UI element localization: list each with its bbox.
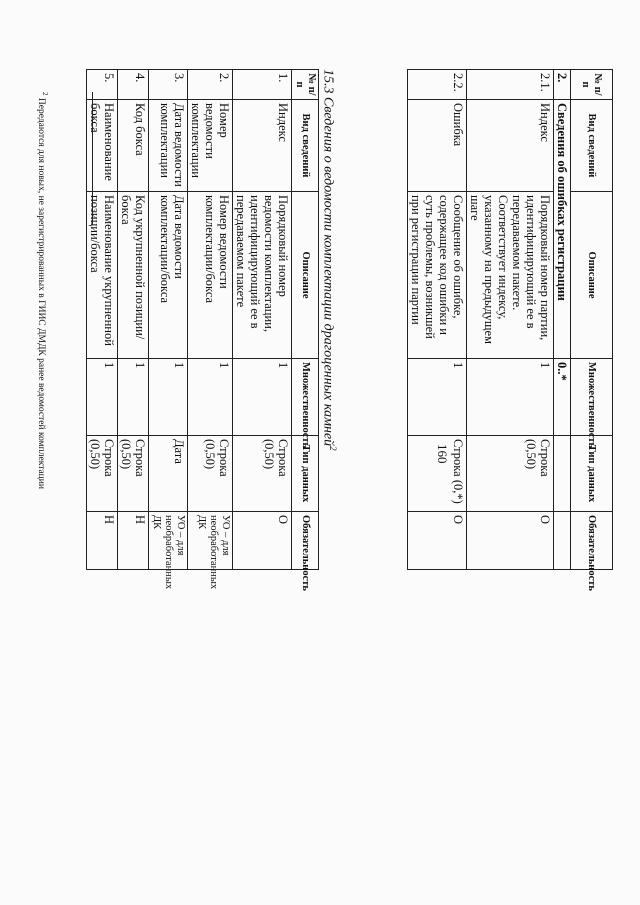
row-type: Строка (0,50): [233, 436, 292, 512]
row-req: УО – для необработанных ДК: [149, 512, 188, 570]
row-mult: 1: [118, 359, 149, 436]
row-num: 2.: [188, 70, 233, 100]
row-type: Строка (0,50): [118, 436, 149, 512]
header-req: Обязательность: [292, 512, 319, 570]
header-kind: Вид сведений: [292, 100, 319, 192]
header-req: Обязательность: [571, 512, 613, 570]
row-type: Строка (0,50): [467, 436, 554, 512]
row-kind: Номер ведомости комплектации: [188, 100, 233, 192]
caption-footnote-mark: 2: [328, 446, 338, 451]
row-type: Дата: [149, 436, 188, 512]
header-num: № п/п: [292, 70, 319, 100]
row-req: О: [467, 512, 554, 570]
row-desc: Номер ведомости комплектации/бокса: [188, 192, 233, 359]
gems-table: [86, 69, 319, 591]
page-number: 160: [435, 444, 450, 464]
header-desc: Описание: [292, 192, 319, 359]
row-desc: Сообщение об ошибке, содержащее код ошибки и суть проблемы, возникшей при регистрации партии: [408, 192, 467, 359]
row-mult: 1: [87, 359, 118, 436]
header-type: Тип данных: [571, 436, 613, 512]
header-desc: Описание: [571, 192, 613, 359]
table-row: [233, 70, 292, 570]
header-kind: Вид сведений: [571, 100, 613, 192]
section-num: 2.: [554, 70, 571, 100]
row-req: Н: [87, 512, 118, 570]
errors-table: [407, 69, 613, 591]
row-mult: 1: [233, 359, 292, 436]
row-type: Строка (0,*): [408, 436, 467, 512]
section-mult: 0..*: [554, 359, 571, 436]
table-row: [118, 70, 149, 570]
table-row: [408, 70, 467, 570]
row-desc: Код укрупненной позиции/бокса: [118, 192, 149, 359]
section-label: Сведения об ошибках регистрации: [554, 100, 571, 359]
header-type: Тип данных: [292, 436, 319, 512]
row-desc: Наименование укрупненной позиции/бокса: [87, 192, 118, 359]
row-num: 2.2.: [408, 70, 467, 100]
footnote: [36, 92, 49, 489]
row-num: 4.: [118, 70, 149, 100]
footnote-separator: [92, 92, 93, 225]
row-kind: Дата ведомости комплектации: [149, 100, 188, 192]
row-num: 3.: [149, 70, 188, 100]
row-req: О: [233, 512, 292, 570]
row-req: Н: [118, 512, 149, 570]
header-row: [571, 70, 613, 570]
row-mult: 1: [188, 359, 233, 436]
table-row: [149, 70, 188, 570]
row-desc: Порядковый номер партии, идентифицирующий ее в передаваемом пакете. Соответствует индексу, указанному на предыдущем шаге: [467, 192, 554, 359]
row-kind: Ошибка: [408, 100, 467, 192]
row-kind: Индекс: [467, 100, 554, 192]
section-caption: [319, 69, 338, 569]
row-kind: Индекс: [233, 100, 292, 192]
header-mult: Множественность: [571, 359, 613, 436]
row-mult: 1: [467, 359, 554, 436]
row-kind: Код бокса: [118, 100, 149, 192]
footnote-mark: 2: [41, 92, 49, 96]
row-req: УО – для необработанных ДК: [188, 512, 233, 570]
header-num: № п/п: [571, 70, 613, 100]
row-desc: Дата ведомости комплектации/бокса: [149, 192, 188, 359]
row-desc: Порядковый номер ведомости комплектации, идентифицирующий ее в передаваемом пакете: [233, 192, 292, 359]
row-mult: 1: [408, 359, 467, 436]
header-mult: Множественность: [292, 359, 319, 436]
table-row: [188, 70, 233, 570]
row-type: Строка (0,50): [188, 436, 233, 512]
table-row: [467, 70, 554, 570]
row-mult: 1: [149, 359, 188, 436]
footnote-text: Передаются для новых, не зарегистрированных в ГИИС ДМДК ранее ведомостей комплектации: [35, 97, 46, 489]
row-num: 5.: [87, 70, 118, 100]
row-req: О: [408, 512, 467, 570]
row-kind: Наименование бокса: [87, 100, 118, 192]
row-num: 2.1.: [467, 70, 554, 100]
header-row: [292, 70, 319, 570]
row-type: Строка (0,50): [87, 436, 118, 512]
caption-text: 15.3 Сведения о ведомости комплектации драгоценных камней: [320, 69, 336, 447]
section-row: [554, 70, 571, 570]
row-num: 1.: [233, 70, 292, 100]
